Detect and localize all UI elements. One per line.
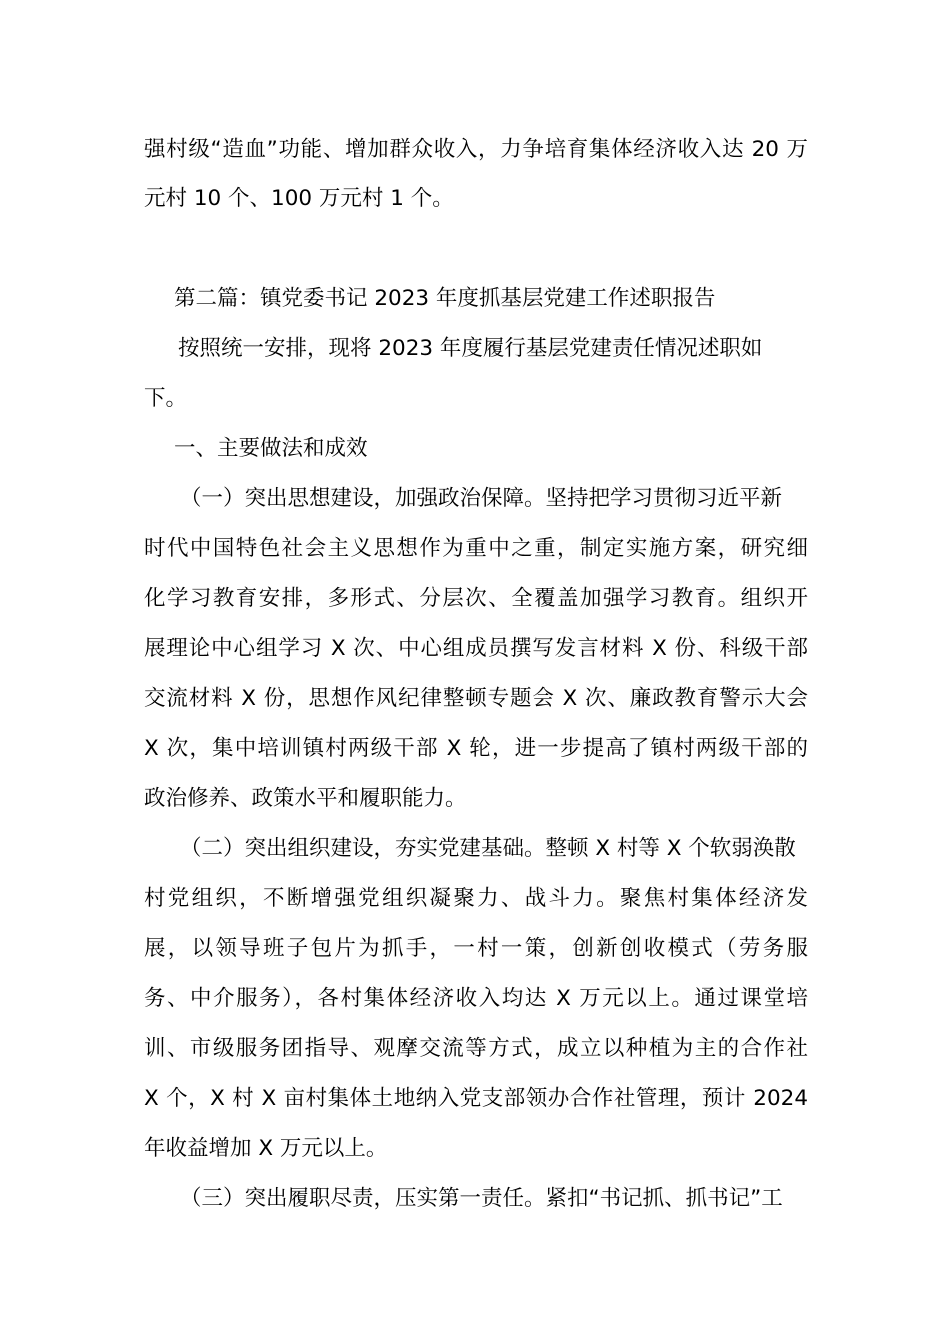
item2-line-3: 展，以领导班子包片为抓手，一村一策，创新创收模式（劳务服 — [144, 936, 808, 961]
item1-line-6: X 次，集中培训镇村两级干部 X 轮，进一步提高了镇村两级干部的 — [144, 736, 808, 761]
opening-line-1: 按照统一安排，现将 2023 年度履行基层党建责任情况述职如 — [178, 336, 763, 361]
item1-line-1: （一）突出思想建设，加强政治保障。坚持把学习贯彻习近平新 — [180, 486, 783, 511]
item2-line-7: 年收益增加 X 万元以上。 — [144, 1136, 388, 1161]
item2-line-2: 村党组织，不断增强党组织凝聚力、战斗力。聚焦村集体经济发 — [144, 886, 808, 911]
item2-line-5: 训、市级服务团指导、观摩交流等方式，成立以种植为主的合作社 — [144, 1036, 808, 1061]
item1-line-4: 展理论中心组学习 X 次、中心组成员撰写发言材料 X 份、科级干部 — [144, 636, 808, 661]
section-title: 第二篇：镇党委书记 2023 年度抓基层党建工作述职报告 — [174, 286, 716, 311]
item2-line-6: X 个，X 村 X 亩村集体土地纳入党支部领办合作社管理，预计 2024 — [144, 1086, 808, 1111]
item2-line-4: 务、中介服务），各村集体经济收入均达 X 万元以上。通过课堂培 — [144, 986, 808, 1011]
item1-line-5: 交流材料 X 份，思想作风纪律整顿专题会 X 次、廉政教育警示大会 — [144, 686, 808, 711]
item1-line-3: 化学习教育安排，多形式、分层次、全覆盖加强学习教育。组织开 — [144, 586, 808, 611]
item3-line-1: （三）突出履职尽责，压实第一责任。紧扣“书记抓、抓书记”工 — [180, 1186, 783, 1211]
intro-line-2: 元村 10 个、100 万元村 1 个。 — [144, 186, 454, 211]
opening-line-2: 下。 — [144, 386, 188, 411]
item1-line-2: 时代中国特色社会主义思想作为重中之重，制定实施方案，研究细 — [144, 536, 808, 561]
item1-line-7: 政治修养、政策水平和履职能力。 — [144, 786, 467, 811]
item2-line-1: （二）突出组织建设，夯实党建基础。整顿 X 村等 X 个软弱涣散 — [180, 836, 796, 861]
heading-main-practices: 一、主要做法和成效 — [174, 436, 368, 461]
intro-line-1: 强村级“造血”功能、增加群众收入，力争培育集体经济收入达 20 万 — [144, 137, 808, 162]
